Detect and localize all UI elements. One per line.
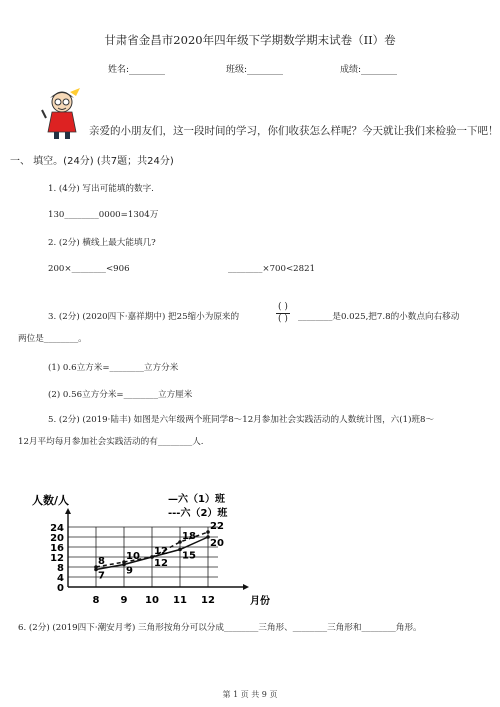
legend-series-2: ---六（2）班 xyxy=(168,508,228,519)
exam-title: 甘肃省金昌市2020年四年级下学期数学期末试卷（II）卷 xyxy=(104,33,396,47)
question-1-stem: 1. (4分) 写出可能填的数字. xyxy=(48,184,154,194)
data-label-2: 22 xyxy=(210,521,224,532)
question-3-stem-end[interactable]: 两位是________。 xyxy=(18,334,87,344)
data-label-2: 8 xyxy=(98,556,105,567)
fraction-blank[interactable] xyxy=(275,302,291,325)
y-axis-arrow xyxy=(65,508,71,514)
x-axis-arrow xyxy=(243,584,249,590)
data-label-1: 12 xyxy=(154,558,168,569)
y-tick-label: 12 xyxy=(50,553,64,564)
fraction-numerator: ( ) xyxy=(278,302,288,312)
data-label-1: 9 xyxy=(126,565,133,577)
question-5-stem: 5. (2分) (2019·陆丰) 如图是六年级两个班同学8～12月参加社会实践活动的人数统计图，六(1)班8～ xyxy=(48,415,435,425)
y-tick-label: 8 xyxy=(57,563,64,574)
question-2-stem: 2. (2分) 横线上最大能填几? xyxy=(48,238,156,248)
data-label-1: 20 xyxy=(210,538,224,549)
chart-ylabel: 人数/人 xyxy=(32,494,70,507)
section-header: 一、 填空。(24分) (共7题；共24分) xyxy=(10,156,174,167)
data-label-2: 10 xyxy=(126,551,140,562)
y-tick-label: 16 xyxy=(50,543,64,554)
x-tick-label: 11 xyxy=(173,595,187,606)
chart-xlabel: 月份 xyxy=(250,596,270,607)
data-label-2: 18 xyxy=(182,531,196,542)
data-label-1: 7 xyxy=(98,570,105,582)
x-tick-label: 10 xyxy=(145,595,159,606)
mascot-icon xyxy=(40,88,84,140)
x-tick-label: 8 xyxy=(92,595,100,606)
question-3-stem: 3. (2分) (2020四下·嘉祥期中) 把25缩小为原来的 xyxy=(48,312,240,322)
name-field[interactable]: 姓名:________ xyxy=(108,65,166,75)
question-4-part-1[interactable]: (1) 0.6立方米=________立方分米 xyxy=(48,363,179,373)
legend-series-1: —六（1）班 xyxy=(168,494,225,505)
y-tick-label: 0 xyxy=(57,583,64,594)
class-field[interactable]: 班级:________ xyxy=(226,65,284,75)
chart-series xyxy=(94,521,224,582)
fraction-denominator: ( ) xyxy=(278,314,288,324)
data-label-2: 12 xyxy=(154,546,168,557)
x-tick-label: 12 xyxy=(201,595,215,606)
score-field[interactable]: 成绩:________ xyxy=(340,65,398,75)
question-3-stem-cont[interactable]: ________是0.025,把7.8的小数点向右移动 xyxy=(298,312,460,322)
question-5-stem-cont[interactable]: 12月平均每月参加社会实践活动的有________人. xyxy=(18,437,204,447)
activity-line-chart xyxy=(28,490,288,610)
question-1-blank[interactable]: 130________0000=1304万 xyxy=(48,210,159,220)
y-tick-label: 20 xyxy=(50,533,64,544)
question-4-part-2[interactable]: (2) 0.56立方分米=________立方厘米 xyxy=(48,390,193,400)
x-tick-label: 9 xyxy=(120,595,128,606)
y-tick-label: 24 xyxy=(50,523,64,534)
question-2-left-blank[interactable]: 200×________<906 xyxy=(48,264,130,274)
data-label-1: 15 xyxy=(182,550,196,562)
greeting-text: 亲爱的小朋友们，这一段时间的学习，你们收获怎么样呢？今天就让我们来检验一下吧！ xyxy=(89,125,499,137)
page-footer: 第 1 页 共 9 页 xyxy=(222,690,278,699)
question-6-stem[interactable]: 6. (2分) (2019四下·潮安月考) 三角形按角分可以分成________三角形、________三角形和________角形。 xyxy=(18,623,422,633)
question-2-right-blank[interactable]: ________×700<2821 xyxy=(228,264,316,274)
y-tick-label: 4 xyxy=(57,573,64,584)
